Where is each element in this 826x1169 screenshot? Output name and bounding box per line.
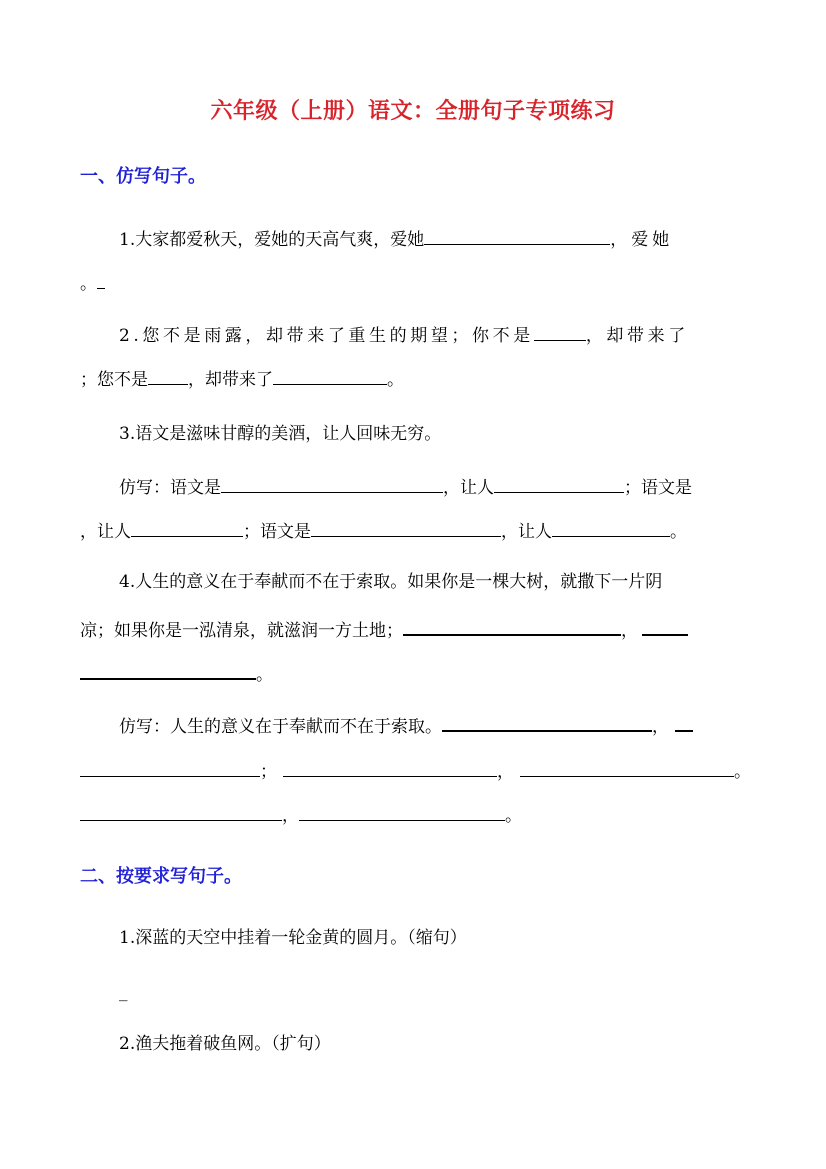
q2-line-1 (119, 322, 689, 348)
part2-q1-answer[interactable] (119, 980, 128, 1004)
q2-text-a: 2.您不是雨露，却带来了重生的期望；你不是 (119, 326, 534, 346)
q2-line-2 (80, 366, 404, 392)
q3-imitate-d: ，让人 (80, 522, 131, 542)
q4-sep-period: 。 (734, 762, 751, 782)
q2-text-b: ，却带来了 (585, 326, 689, 346)
q3-text: 3.语文是滋味甘醇的美酒，让人回味无穷。 (119, 424, 442, 444)
q4-imitate-line-1 (119, 712, 693, 739)
q4-line-3 (80, 660, 273, 687)
q3-line-1 (119, 422, 441, 446)
q1-line-1 (119, 226, 673, 252)
q2-blank-2[interactable] (148, 366, 188, 385)
q3-imitate-b: ，让人 (443, 478, 494, 498)
q4-blank-1[interactable] (403, 616, 621, 636)
q4-blank-2b[interactable] (80, 660, 256, 680)
q1-text-c: 。 (80, 274, 97, 294)
q4-sep-semicolon: ； (260, 762, 277, 782)
q4-line-2 (80, 616, 688, 643)
q1-blank-2[interactable] (97, 270, 105, 289)
q4-imitate-line-2 (80, 758, 751, 784)
q3-imitate-line-1 (119, 474, 692, 500)
section-heading-2: 二、按要求写句子。 (80, 866, 242, 887)
part2-q2-text: 2.渔夫拖着破鱼网。（扩句） (119, 1034, 331, 1054)
q4-sep-comma2: ， (282, 806, 299, 826)
q1-line-2 (80, 270, 105, 296)
q2-blank-1[interactable] (534, 322, 586, 341)
q3-imitate-line-2 (80, 518, 687, 544)
q4-imitate-blank-4[interactable] (520, 758, 734, 777)
q2-text-c: ；您不是 (80, 370, 148, 390)
q4-sep-comma: ， (497, 762, 514, 782)
q4-imitate-b: ， (652, 717, 669, 737)
q3-imitate-g: 。 (670, 522, 687, 542)
page-title: 六年级（上册）语文：全册句子专项练习 (210, 99, 616, 124)
q4-line-1 (119, 570, 662, 594)
section-heading-1: 一、仿写句子。 (80, 166, 206, 187)
q4-imitate-blank-2b[interactable] (80, 758, 260, 777)
q3-imitate-c: ；语文是 (624, 478, 692, 498)
q4-imitate-blank-5[interactable] (80, 802, 282, 821)
q2-text-e: 。 (387, 370, 404, 390)
q2-text-d: ，却带来了 (188, 370, 273, 390)
q3-blank-4[interactable] (311, 518, 501, 537)
q3-blank-1[interactable] (221, 474, 443, 493)
q3-imitate-a: 仿写：语文是 (119, 478, 221, 498)
q3-imitate-f: ，让人 (501, 522, 552, 542)
q4-text-b: 凉；如果你是一泓清泉，就滋润一方土地； (80, 621, 403, 641)
q4-imitate-blank-1[interactable] (442, 712, 652, 732)
part2-q1 (119, 926, 467, 950)
q4-text-c: ， (621, 621, 638, 641)
q4-imitate-a: 仿写：人生的意义在于奉献而不在于索取。 (119, 717, 442, 737)
part2-q1-text: 1.深蓝的天空中挂着一轮金黄的圆月。（缩句） (119, 928, 467, 948)
q1-text-b: ，爱她 (610, 230, 674, 250)
q4-imitate-blank-2[interactable] (675, 712, 693, 732)
q3-blank-5[interactable] (552, 518, 670, 537)
q4-text-d: 。 (256, 665, 273, 685)
q3-imitate-e: ；语文是 (243, 522, 311, 542)
q4-blank-2[interactable] (642, 616, 688, 636)
q4-imitate-line-3 (80, 802, 522, 828)
part2-q2 (119, 1032, 331, 1056)
q4-text-a: 4.人生的意义在于奉献而不在于索取。如果你是一棵大树，就撒下一片阴 (119, 572, 663, 592)
q2-blank-3[interactable] (273, 366, 387, 385)
q3-blank-3[interactable] (131, 518, 243, 537)
q1-text-a: 1.大家都爱秋天，爱她的天高气爽，爱她 (119, 230, 425, 250)
q1-blank-1[interactable] (424, 226, 610, 245)
q3-blank-2[interactable] (494, 474, 624, 493)
q4-imitate-blank-3[interactable] (283, 758, 497, 777)
part2-q1-answer-text: _ (119, 982, 128, 1002)
q4-sep-period2: 。 (505, 806, 522, 826)
q4-imitate-blank-6[interactable] (299, 802, 505, 821)
